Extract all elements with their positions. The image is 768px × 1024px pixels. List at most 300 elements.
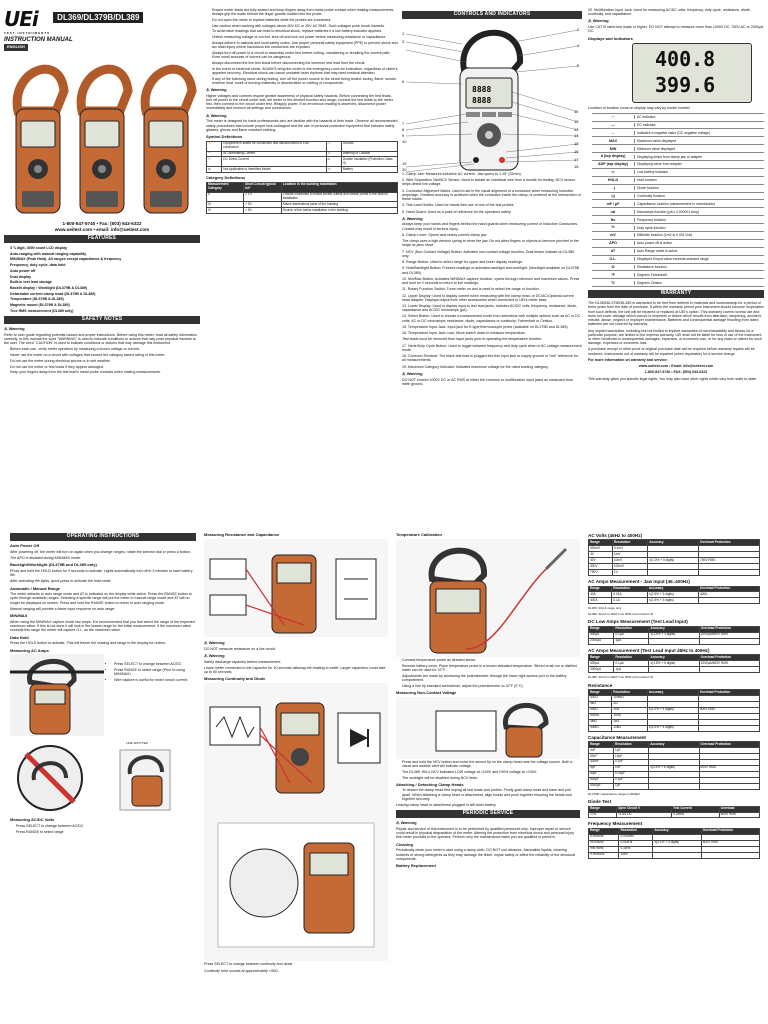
column-header: Range (589, 806, 617, 812)
clamp-meter-product-photos (4, 51, 200, 219)
indicator-meaning: Auto power off is active (634, 241, 764, 245)
column-header: Resolution (612, 689, 648, 695)
table-row (207, 208, 398, 214)
table-cell: 4MΩ (589, 719, 612, 725)
indicator-row (592, 240, 764, 248)
table-cell: Equipment is suited for connection and disconnection to Live conductors (222, 141, 326, 151)
indicator-row (592, 208, 764, 216)
table-cell (699, 783, 759, 789)
warranty-paragraph: The DL369/DL379B/DL389 is warranted to be free from defects in materials and workmanship for a period of three years from the date of purchase. If within the warranty period your instrument should become inoperative from such defects, the unit will be repaired or replaced at UEI's option. This warranty covers normal use and does not cover damage which occurs in shipment or failure which results from alteration, tampering, accident, misuse, abuse, neglect or improper maintenance. Batteries and consequential damage resulting from failed batteries are not covered by warranty. (588, 301, 764, 327)
table-cell: 400A (589, 598, 612, 604)
table-row (589, 812, 760, 818)
table-cell: 400A (698, 592, 759, 598)
table-row (589, 725, 760, 731)
indicator-symbol: ~ (611, 114, 615, 119)
table-cell: Source of the mains installation in the building (281, 208, 397, 214)
control-item: 19. Maximum Category Indicator: Indicates maximum voltage for the rated working category. (402, 364, 549, 369)
indicator-meaning: Maximum value displayed (634, 139, 764, 143)
callout-number: 19 (402, 160, 407, 166)
table-cell: 0.1μF (614, 777, 649, 783)
indicator-row (592, 279, 764, 287)
table-cell: Not Applicable to Identified Model (222, 167, 326, 173)
table-cell: 0.1μA (614, 632, 649, 638)
table-cell: 400kΩ (589, 713, 612, 719)
manual-title: INSTRUCTION MANUAL (4, 37, 73, 44)
safety-bullets-continued (206, 8, 398, 85)
table-cell: 0.01kHz (619, 840, 653, 846)
table-cell: 9.999kHz (589, 834, 619, 840)
symbol-definitions-heading: Symbol Definitions (206, 134, 243, 140)
safety-intro-text: Refer to user guide regarding potential hazard and proper instructions. Before using this meter, read all safety information carefully. In this manual the word "WARNING" is used to indicate conditions or actions that may pose physical hazards to the user. The word "CAUTION" is used to indicate conditions or actions that may damage this instrument. (4, 332, 197, 346)
indicator-row (592, 161, 764, 169)
feature-item: • Frequency, duty cycle, data hold (10, 263, 200, 267)
column-controls (402, 8, 582, 498)
column-operating (10, 530, 196, 1020)
callout-number: 17 (574, 156, 579, 162)
table-cell: 2000μA (589, 638, 614, 644)
indicator-symbol: MIN (609, 146, 617, 151)
table-cell: DC Direct Current (222, 157, 326, 167)
controls-heading: CONTROLS AND INDICATORS (402, 11, 582, 19)
operating-heading: OPERATING INSTRUCTIONS (10, 533, 196, 541)
section-note: Manual ranging will provide a faster input response on auto range. (10, 606, 116, 611)
ac-amps-heading: Measuring AC Amps (10, 647, 49, 653)
table-cell: > 50 (244, 208, 282, 214)
page-divider (0, 505, 768, 519)
control-item: 13. Lower Display: Used to display input to test lead jacks. Includes AC/DC volts, frequency, resistance, diode, capacitance and AC/DC microamps (μA). (402, 304, 578, 313)
table-cell: 400Ω (589, 695, 612, 701)
resistance-heading: Measuring Resistance and Capacitance (204, 532, 280, 537)
clamp-meter-dl379b-illustration (80, 69, 128, 213)
spec-table-heading: Resistance (588, 682, 613, 688)
table-cell: Warning or Caution (341, 151, 397, 157)
warning-icon: ⚠ (326, 151, 341, 157)
table-cell: 9.999MHz (589, 852, 619, 858)
column-header: Range (589, 540, 613, 546)
table-cell: 1nF (614, 765, 649, 771)
indicator-row (592, 153, 764, 161)
indicator-meaning: Minimum value displayed (634, 147, 764, 151)
feature-item: • Magnetic mount (DL379B & DL389) (10, 303, 200, 307)
column-header: Open Circuit V (616, 806, 671, 812)
table-cell: 40MΩ (589, 725, 612, 731)
indicator-meaning: Degrees Celsius (634, 281, 764, 285)
table-cell: 0.01A (612, 592, 648, 598)
table-cell (699, 570, 760, 576)
column-header: Accuracy (649, 626, 699, 632)
ground-icon: ⏚ (326, 141, 341, 151)
table-cell (698, 725, 759, 731)
double-insulation-icon: ⧈ (326, 157, 341, 167)
table-cell: 400μF (589, 777, 614, 783)
service-warning: Repair and service of this instrument is to be performed by qualified personnel only. Improper repair or service could result in physical degradation of the meter. Altering the protection from electrical shock and personal injury this meter provides to the operator. Perform only the maintenance tasks you are qualified to perform. (396, 827, 574, 840)
table-cell: 600V RMS (701, 840, 759, 846)
clamp-meter-dl389-illustration (144, 69, 192, 213)
indicator-meaning: Resistance function (634, 265, 764, 269)
indicator-row (592, 177, 764, 185)
temperature-note: Test leads must be removed from input jacks prior to operating the temperature function. (402, 337, 543, 342)
callout-number: 7 (402, 120, 405, 126)
table-row (589, 598, 760, 604)
callout-number: 14 (574, 132, 579, 138)
column-resistance (204, 530, 388, 1020)
spec-table (588, 654, 760, 673)
table-cell: III (207, 202, 244, 208)
column-header: Overload Protection (699, 655, 759, 661)
callout-number: 15 (574, 140, 579, 146)
indicator-row (592, 122, 764, 130)
table-cell: 0.25mA (672, 812, 720, 818)
ac-amps-figure (10, 654, 196, 736)
resistance-warning: DO NOT measure resistance on a live circuit. (204, 646, 277, 651)
callout-number: 18 (574, 163, 579, 169)
table-cell: Double Insulation (Protection Class II) (341, 157, 397, 167)
table-cell: <1.6V DC (616, 812, 671, 818)
spec-table (588, 586, 760, 605)
symbol-definitions-table (206, 141, 398, 173)
column-header: Range (589, 742, 614, 748)
svg-text:8888: 8888 (472, 95, 492, 105)
cleaning-heading: Cleaning (396, 841, 413, 847)
feature-item: • True RMS measurement (DL389 only) (10, 309, 200, 313)
control-item: 18. Common Terminal: The black test lead is plugged into this input jack to supply ground or "low" reference for all measurements. (402, 354, 579, 363)
indicator-symbol: MAX (609, 138, 617, 143)
feature-item: • 3 ¾ digit, 4000 count LCD display (10, 246, 200, 250)
line-splitter-figure (10, 740, 196, 815)
column-header: Range (589, 689, 612, 695)
warning-label: ⚠ Warning (396, 821, 580, 826)
indicator-meaning: Displayed if input value exceeds selected range (634, 257, 764, 261)
table-cell: AC Alternating Current (222, 151, 326, 157)
continuity-tone-note: Continuity tone sounds at approximately <50Ω. (204, 968, 279, 973)
indicator-symbol: ADP (top display) (598, 162, 628, 167)
table-cell: 1kHz (619, 852, 653, 858)
spec-table (588, 806, 760, 819)
feature-item: • Backlit display • Worklight (DL379B & DL389) (10, 286, 200, 290)
indicator-row (592, 169, 764, 177)
warranty-heading: WARRANTY (588, 290, 764, 298)
table-row (207, 192, 398, 202)
table-cell (648, 570, 699, 576)
warning-label: ⚠ Warning (204, 641, 388, 646)
table-cell: 1V (612, 570, 647, 576)
warranty-paragraph: This warranty gives you specific legal rights. You may also have other rights which vary from state to state. (588, 376, 757, 381)
safety-bullets (4, 347, 200, 374)
indicator-meaning: AC indicator (634, 115, 764, 119)
table-cell (649, 783, 699, 789)
table-row (207, 157, 398, 167)
spec-table (588, 689, 760, 732)
spec-footnote: DL389: 40mA to 400A True RMS (Crest factor<3) (588, 611, 654, 616)
table-cell: Ground (341, 141, 397, 151)
safety-bullet: • Before each use, verify meter operation by measuring a known voltage or current. (10, 347, 200, 351)
indicator-symbol: nA (610, 209, 616, 214)
indicator-meaning: Microamps function (μA's 0.000001 Amp) (634, 210, 764, 214)
indicator-meaning: Capacitance function (measurement in microfarads) (634, 202, 764, 206)
section-note: The APO is disabled during MIN/MAX mode. (10, 555, 81, 560)
table-row (589, 667, 760, 673)
logo-tagline: TEST INSTRUMENTS (4, 30, 51, 35)
indicator-meaning: Low battery indicator (634, 170, 764, 174)
column-intro (4, 8, 200, 498)
warranty-paragraph: For more information on warranty and service: (588, 357, 668, 362)
ohm-icon: Ω (611, 264, 615, 269)
table-cell (653, 852, 701, 858)
controls-warning-text: Always keep your hands and fingers behind the hand guards when measuring current or Inductive Conductors. Contact may result in serious injury. (402, 222, 578, 231)
indicator-meaning: Duty cycle function (634, 226, 764, 230)
table-cell: 750V (589, 570, 613, 576)
section-text: Press and hold the HOLD button for 2 seconds to activate. Lights automatically turn off in 3 minutes to save battery life. (10, 568, 193, 578)
table-cell: Battery (341, 167, 397, 173)
control-item: 9. Hold/Backlight Button: Freezes readings or activates backlight and worklight. (Worklight available on DL379B and DL389) (402, 266, 580, 275)
acdc-volts-heading: Measuring AC/DC Volts (10, 817, 55, 823)
callout-number: 1 (402, 30, 405, 36)
indicator-row (592, 193, 764, 201)
step-item: • Press SELECT to change between AC/DC (114, 662, 196, 666)
safety-bullet: • Unless measuring voltage or current, shut off and lock out power before measuring resistance or capacitance. (212, 35, 398, 39)
indicator-meaning: Frequency function (634, 218, 764, 222)
step-item: • The worklight will be disabled during NCV tests. (402, 776, 580, 780)
indicator-symbol: --- (611, 122, 615, 127)
feature-item: • Temperature (DL379B & DL389) (10, 297, 200, 301)
indicator-symbol: mV (610, 233, 616, 238)
table-cell (699, 638, 759, 644)
table-cell: < 10 (244, 192, 282, 202)
indicator-row (592, 264, 764, 272)
safety-warning-label: ⚠ Warning (4, 327, 200, 332)
column-header: Resolution (614, 742, 649, 748)
spec-table (588, 539, 760, 576)
step-item: • The DL389: Hi/Lo NCV indicates LOW voltage at <100V and HIGH voltage at >100V. (402, 770, 580, 774)
lcd-lower-reading: 399.6 (655, 73, 716, 98)
table-cell: 0.1kHz (619, 846, 653, 852)
column-header: Resolution (612, 540, 647, 546)
indicator-meaning: Continuity function (634, 194, 764, 198)
table-cell: 2000μA/600V RMS (699, 632, 759, 638)
section-note: After activating the lights, quick press to activate the hold mode. (10, 579, 112, 584)
section-heading: Data Hold (10, 634, 29, 640)
indicator-symbol: % (611, 225, 615, 230)
uei-logo: UEi (4, 8, 38, 31)
section-text: The meter defaults to auto range mode and AT is indicated on the display while active. Press the RANGE button to cycle through available ranges. Selecting a specific range will put the meter in manual range mode and AT will no longer be displayed on screen. Press and hold the RANGE button to return to auto ranging mode. (10, 592, 192, 605)
warning-label: ⚠ Warning (588, 19, 764, 24)
table-row (589, 638, 760, 644)
clamp-meter-dl369-illustration (16, 69, 64, 213)
table-cell: 0.1μA (614, 661, 649, 667)
column-header: Resolution (612, 586, 648, 592)
table-cell: ±(1.5% + 5 digits) (649, 661, 699, 667)
input-jack-description: 20. Multifunction Input Jack: Used for measuring AC/DC volts, frequency, duty cycle, resistance, diode, continuity, and capacitance. (588, 8, 751, 17)
step-item: • Using a fine tip standard screwdriver, adjust the potentiometer to 32°F (0°C). (402, 684, 580, 688)
clamp-note: The clamp uses a high-tension spring to close the jaw. Do not allow fingers or objects to become pinched in the hinge as jaws close. (402, 239, 579, 248)
indicator-meaning: Indicates a negative value (DC negative voltage) (634, 131, 764, 135)
table-cell: 0.001kHz (619, 834, 653, 840)
safety-bullet: • Do not open the meter to replace batteries while the probes are connected. (212, 18, 398, 22)
table-cell: 400μA (589, 661, 614, 667)
spec-footnote: DL389: 40mA to 400A True RMS (Crest factor<3) (588, 674, 654, 679)
indicator-row (592, 200, 764, 208)
column-header: Accuracy (649, 655, 699, 661)
step-item: • Adjustments are made by accessing the potentiometer through the lower right access port in the battery compartment. (402, 674, 580, 682)
section-heading: Auto Power Off (10, 542, 40, 548)
acdc-volts-steps (10, 824, 196, 834)
table-cell (698, 598, 759, 604)
control-item: 5. Hand Guard: Used as a point of reference for the operators safety. (402, 209, 512, 214)
column-header: Overload Protection (699, 540, 760, 546)
column-header: Range (589, 828, 619, 834)
section-heading: Backlight/Worklight (DL379B and DL389 only) (10, 562, 97, 568)
table-cell: 1pF (614, 747, 649, 753)
indicator-row (592, 232, 764, 240)
column-specifications (588, 530, 760, 1020)
section-text: When using the MIN/MAX capture mode two amps, it is recommended that you first select the range of the expected maximum value. If this is not done it will lock in the lowest range for the initial measurement. If the maximum value exceeds this range the meter will capture O.L. as the maximum value. (10, 619, 195, 633)
table-cell: 100mV (612, 564, 647, 570)
indicator-row (592, 114, 764, 122)
warning-label: ⚠ Warning (204, 654, 388, 659)
ac-amps-steps (108, 662, 196, 734)
hazard-symbol-icon: ⚡ (207, 141, 222, 151)
continuity-diode-illustration (204, 683, 388, 961)
spec-table-heading: Diode Test (588, 799, 612, 805)
column-header: Overload Protection (698, 689, 759, 695)
lcd-caption: Location of function icons on display may vary by model number (588, 106, 691, 111)
category-definitions-table (206, 182, 398, 214)
warning-label: ⚠ Warning (206, 88, 398, 93)
table-cell: 0.1A (612, 598, 648, 604)
table-cell: ±(1.0% + 5 digits) (648, 558, 699, 564)
table-cell: 99.99kHz (589, 840, 619, 846)
indicator-symbol: °C (610, 280, 616, 285)
section-heading: MIN/MAX (10, 613, 28, 619)
manual-back-page (0, 522, 768, 1024)
control-item: 11. Rotary Function Switch: Turns meter on and is used to select the range or function. (402, 287, 540, 292)
callout-number: 12 (574, 118, 579, 124)
column-header: Location in the building installation (281, 182, 397, 192)
table-cell: 100mΩ (612, 695, 648, 701)
table-cell: 10pF (614, 753, 649, 759)
not-applicable-icon: ⊘ (207, 167, 222, 173)
column-header: Accuracy (653, 828, 701, 834)
step-item: • To detach the clamp head first unplug all test leads and probes. Firmly grab clamp head and base and pull apart. When attaching a clamp head or attachment, align heads and push together ensuring the heads lock together securely. (402, 788, 580, 801)
safety-bullet: • Never use the meter on a circuit with voltages that exceed the category based rating of this meter. (10, 353, 200, 357)
continuity-icon: •)) (611, 193, 615, 198)
table-cell: 40μF (589, 771, 614, 777)
table-cell: 0.01μF (614, 771, 649, 777)
table-cell (701, 852, 759, 858)
column-header: Overload (719, 806, 759, 812)
indicator-symbol: mF / μF (606, 201, 620, 206)
table-cell: Circuits connected to mains socket outlets and similar points in the MAINS installation (281, 192, 397, 202)
battery-replacement-heading: Battery Replacement (396, 863, 436, 869)
table-cell: 400mV (589, 546, 613, 552)
spec-table (588, 741, 760, 790)
line-splitter-illustration (10, 740, 196, 814)
safety-warning-higher-voltage: Higher voltages and currents require greater awareness of physical safety hazards. Before connecting the test leads, turn off power to the circuit under test; set meter to the desired function and range; connect the test leads to the meter first, then connect to the circuit under test. Reapply power. If an erroneous reading is observed, disconnect power immediately and recheck all settings and connections. (206, 93, 393, 111)
callout-number: 4 (577, 42, 580, 48)
callout-number: 8 (402, 126, 405, 132)
callout-number: 20 (402, 166, 407, 172)
contact-phone: 1-800-547-5740 • Fax: (503) 643-6322 (62, 221, 142, 227)
spec-table-heading: AC Volts (45Hz to 400Hz) (588, 533, 643, 538)
section-text: Press the HOLD button to activate. This will freeze the reading and range in the display for review. (10, 641, 166, 646)
spec-table-heading: Frequency Measurement (588, 821, 643, 827)
table-cell: 2000μA/600V RMS (699, 661, 759, 667)
indicator-row (592, 271, 764, 279)
brand-header (4, 8, 200, 35)
callout-number: 11 (574, 108, 579, 114)
callout-number: 2 (577, 26, 580, 32)
table-row (589, 852, 760, 858)
indicator-symbol: A (top display) (600, 154, 626, 159)
feature-item: • Auto power off (10, 269, 200, 273)
continuity-heading: Measuring Continuity and Diode (204, 676, 266, 682)
ncv-heading: Measuring Non-Contact Voltage (396, 689, 457, 695)
model-number-banner: DL369/DL379B/DL389 (53, 12, 143, 23)
column-header: Resolution (614, 626, 649, 632)
indicator-meaning: Degrees Fahrenheit (634, 273, 764, 277)
step-item: • Press RANGE to select range (Prior to using MIN/MAX) (114, 668, 196, 676)
column-header: Measurement Category (207, 182, 244, 192)
controls-warning-input-limit: DO NOT exceed 1000V DC or AC RMS at either the common or multifunction input jacks as measured from earth ground. (402, 377, 574, 386)
language-tag: ENGLISH (4, 44, 28, 51)
callout-number: 16 (574, 148, 579, 154)
safety-bullet: • To avoid false readings that can lead to electrical shock, replace batteries if a low battery indicator appears. (212, 29, 398, 33)
meter-diagram-illustration (402, 22, 582, 172)
ac-amps-clamp-illustration (10, 654, 104, 736)
warranty-web: www.ueitest.com • Email: info@ueitest.com (638, 364, 714, 369)
table-cell: 4V (589, 552, 613, 558)
table-cell: 600V RMS (719, 812, 759, 818)
spec-footnote: DL369: 40A & range only (588, 606, 622, 611)
table-cell: 10mV (612, 558, 647, 564)
battery-icon: ▭ (326, 167, 341, 173)
column-header: Accuracy (647, 689, 698, 695)
column-display-warranty (588, 8, 764, 498)
safety-bullet: • Use caution when working with voltages above 60V DC or 25V AC RMS. Such voltages pose shock hazards. (212, 24, 398, 28)
temperature-probe-illustration (396, 539, 580, 657)
table-cell (649, 667, 699, 673)
control-item: 7. NCV (Non-Contact Voltage) Button: Activates non-contact voltage function. Dual beeps indicate on DL389 only. (402, 249, 575, 258)
table-cell: 1μA (614, 638, 649, 644)
indicator-symbol: APO (609, 241, 617, 246)
callout-number: 3 (402, 38, 405, 44)
control-item: 3. Conductor Alignment Marks: Used to aid in the visual alignment of a conductor when measuring inductive amperage. Greatest accuracy is achieved when the conductor inside the clamp, is centered at the intersection of these marks. (402, 188, 581, 202)
safety-bullet: • Do not use the meter or test leads if they appear damaged. (10, 365, 200, 369)
step-item: • Press and hold the NCV button and move the sensor tip on the clamp head near the voltage source. Both a visual and audible alert will indicate voltage. (402, 760, 580, 768)
displays-heading: Displays and Indicators (588, 35, 633, 41)
table-cell: 4000μF (589, 783, 614, 789)
table-cell: 1kΩ (612, 719, 648, 725)
indicator-list (592, 113, 764, 288)
indicator-meaning: Hold function (634, 178, 764, 182)
column-header: Overload Protection (701, 828, 759, 834)
spec-table (588, 828, 760, 859)
control-item: 14. Select Button: Used to choose a measurement mode from selections with multiple options such as AC or DC volts; AC or DC microamps; resistance, diode, capacitance or continuity; Fahrenheit or Celsius. (402, 314, 581, 323)
contact-web: www.ueitest.com • email: info@ueitest.com (54, 226, 150, 232)
controls-diagram (402, 22, 582, 172)
table-cell: 40V (589, 558, 613, 564)
callout-number: 5 (577, 62, 580, 68)
column-header: Overload Protection (698, 586, 759, 592)
table-cell: Mains distributions parts of the building (281, 202, 397, 208)
spec-table (588, 626, 760, 645)
manual-front-page (0, 0, 768, 502)
callout-number: 6 (402, 78, 405, 84)
table-cell (699, 667, 759, 673)
indicator-symbol: – (612, 130, 614, 135)
table-cell: 10Ω (612, 707, 648, 713)
indicator-row (592, 248, 764, 256)
